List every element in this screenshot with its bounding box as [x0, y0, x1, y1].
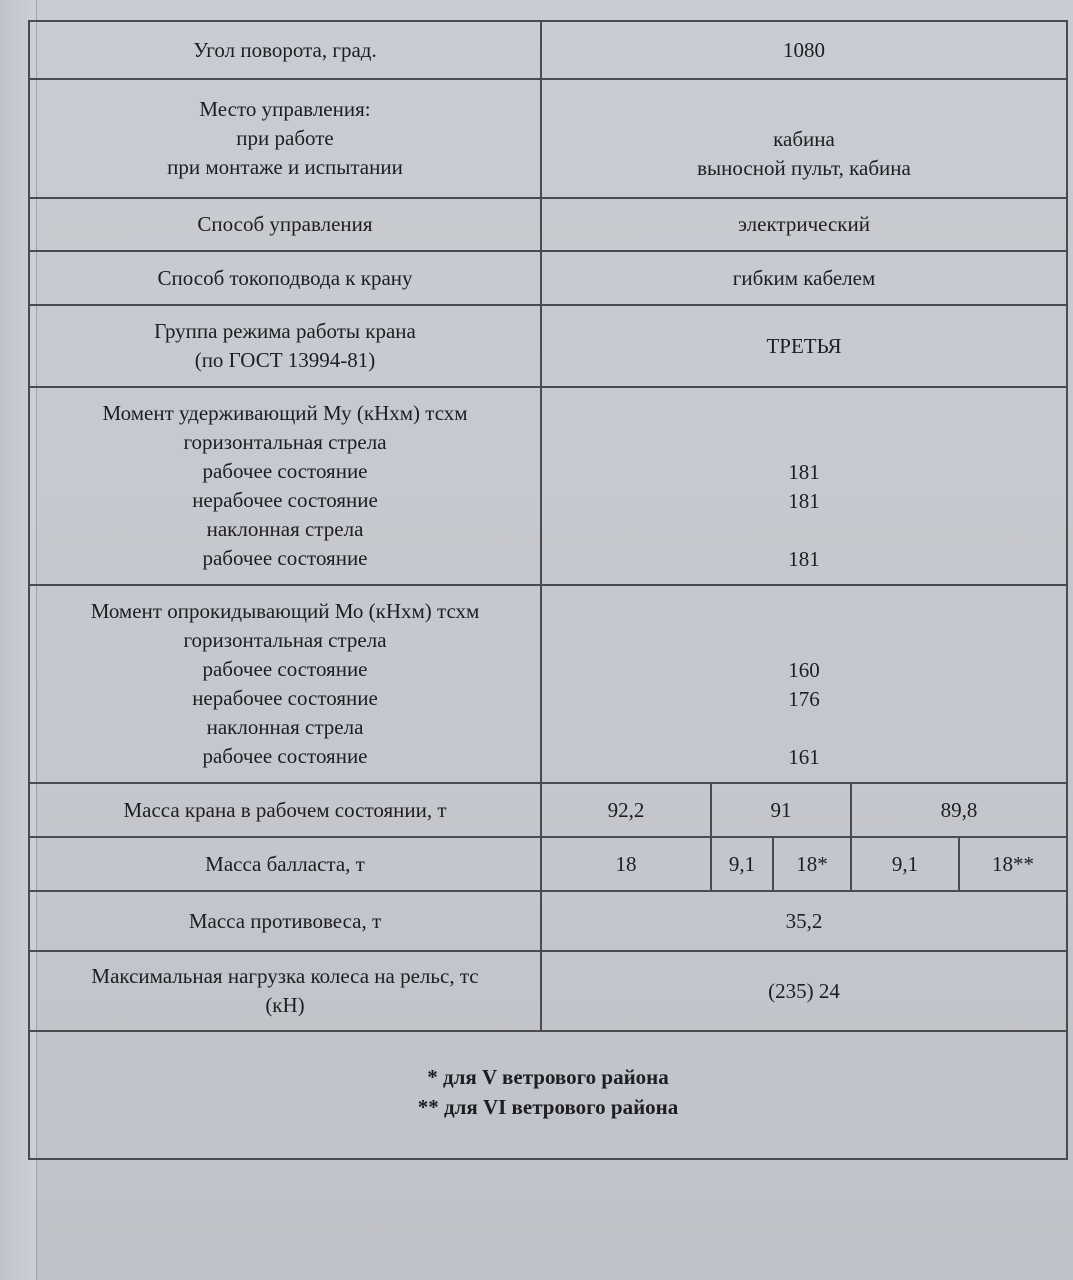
footnote-wind-zone-v: * для V ветрового района — [427, 1065, 669, 1089]
value-ballast-mass-2: 9,1 — [728, 851, 756, 876]
value-crane-mass-3: 89,8 — [940, 797, 978, 822]
value-control-location: кабина выносной пульт, кабина — [697, 126, 911, 180]
value-overturning-moment-working: 160 — [788, 658, 820, 682]
value-ballast-mass-4: 9,1 — [891, 851, 919, 876]
label-rotation-angle: Угол поворота, град. — [193, 37, 377, 62]
value-ballast-mass-3: 18* — [796, 851, 828, 876]
label-ballast-mass: Масса балласта, т — [205, 851, 365, 876]
value-ballast-mass-5: 18** — [992, 851, 1034, 876]
value-rotation-angle: 1080 — [783, 37, 825, 62]
label-holding-moment: Момент удерживающий Му (кНхм) тсхм горизонтальная стрела рабочее состояние нерабочее состояние наклонная стрела рабочее состояние — [102, 401, 468, 570]
label-overturning-moment: Момент опрокидывающий Мо (кНхм) тсхм горизонтальная стрела рабочее состояние нерабочее состояние наклонная стрела рабочее состояние — [90, 599, 480, 768]
label-control-method: Способ управления — [197, 212, 373, 236]
value-overturning-moment-nonworking: 176 — [788, 687, 820, 711]
footnote-wind-zone-vi: ** для VI ветрового района — [417, 1095, 679, 1119]
value-crane-mass-2: 91 — [770, 797, 792, 822]
value-power-supply: гибким кабелем — [732, 265, 876, 290]
label-wheel-load: Максимальная нагрузка колеса на рельс, тс (кН) — [91, 964, 479, 1017]
label-counterweight-mass: Масса противовеса, т — [188, 908, 382, 933]
value-control-method: электрический — [738, 212, 870, 236]
value-counterweight-mass: 35,2 — [785, 908, 823, 933]
label-crane-mass: Масса крана в рабочем состоянии, т — [123, 797, 447, 822]
label-duty-group: Группа режима работы крана (по ГОСТ 13994-81) — [154, 319, 416, 372]
value-duty-group: ТРЕТЬЯ — [766, 333, 842, 358]
label-control-location: Место управления: при работе при монтаже и испытании — [167, 97, 403, 179]
value-holding-moment-inclined: 181 — [788, 547, 820, 571]
row-divider — [28, 1030, 1068, 1032]
value-overturning-moment-inclined: 161 — [788, 745, 820, 769]
value-crane-mass-1: 92,2 — [607, 797, 645, 822]
value-holding-moment-nonworking: 181 — [788, 489, 820, 513]
value-wheel-load: (235) 24 — [768, 978, 840, 1003]
value-ballast-mass-1: 18 — [615, 851, 637, 876]
value-holding-moment-working: 181 — [788, 460, 820, 484]
label-power-supply: Способ токоподвода к крану — [157, 265, 413, 290]
